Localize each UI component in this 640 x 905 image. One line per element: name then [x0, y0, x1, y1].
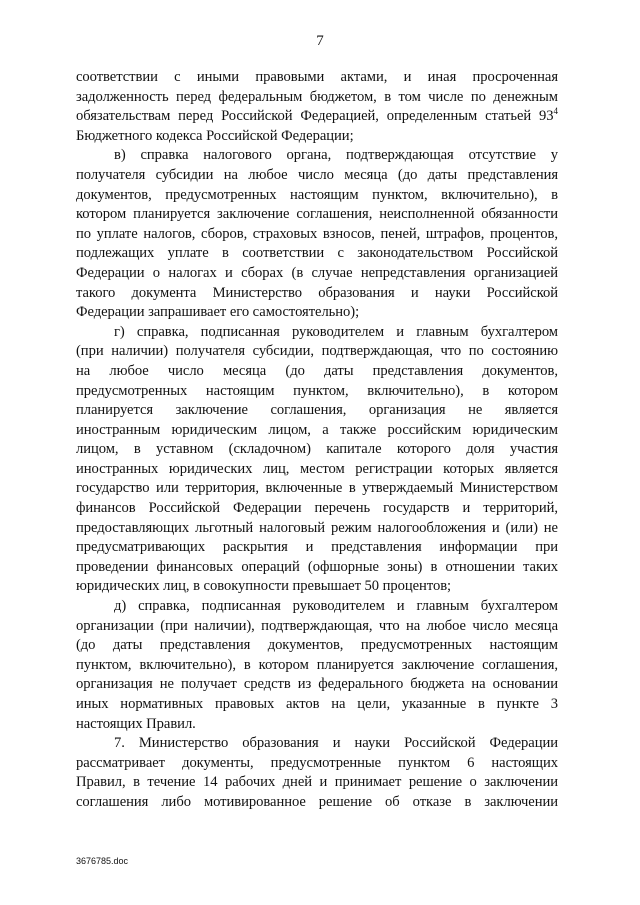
- text-line: котором планируется заключение соглашения, неисполненной обязанности: [76, 206, 558, 223]
- text-line: организации (при наличии), подтверждающая, что на любое число месяца: [76, 617, 558, 634]
- text-line: предоставляющих льготный налоговый режим налогообложения и (или) не: [76, 519, 558, 536]
- text-line: Федерации запрашивает его самостоятельно);: [76, 304, 360, 321]
- document-body: [76, 68, 558, 813]
- paragraph-item-7: [76, 734, 558, 812]
- text-line: финансов Российской Федерации перечень государств и территорий,: [76, 500, 558, 517]
- text-line: подлежащих уплате в соответствии с законодательством Российской: [76, 245, 558, 262]
- text-line: предусмотренных настоящим пунктом, включительно), в котором: [76, 382, 558, 399]
- text-line: лицом, в уставном (складочном) капитале которого доля участия: [76, 441, 558, 458]
- text-line: обязательствам перед Российской Федерацией, определенным статьей $93^4$: [76, 106, 558, 125]
- paragraph-continuation: [76, 68, 558, 146]
- text-line: иностранных юридических лиц, местом регистрации которых является: [76, 460, 558, 477]
- text-line: документов, предусмотренных настоящим пунктом, включительно), в: [76, 186, 558, 203]
- text-line: д) справка, подписанная руководителем и главным бухгалтером: [114, 598, 558, 615]
- text-line: организация не получает средств из федерального бюджета на основании: [76, 676, 558, 693]
- text-line: (до даты представления документов, предусмотренных настоящим: [76, 637, 558, 654]
- paragraph-item-g: [76, 323, 558, 597]
- text-line: такого документа Министерство образования и науки Российской: [76, 284, 558, 301]
- text-line: настоящих Правил.: [76, 715, 196, 732]
- text-line: задолженность перед федеральным бюджетом, в том числе по денежным: [76, 88, 558, 105]
- page-number: 7: [316, 33, 324, 49]
- text-line: государство или территория, включенные в утверждаемый Министерством: [76, 480, 558, 497]
- text-line: рассматривает документы, предусмотренные пунктом 6 настоящих: [76, 754, 558, 771]
- text-line: Бюджетного кодекса Российской Федерации;: [76, 127, 354, 144]
- text-line: Правил, в течение 14 рабочих дней и принимает решение о заключении: [76, 774, 558, 791]
- paragraph-item-d: [76, 597, 558, 734]
- text-line: соглашения либо мотивированное решение об отказе в заключении: [76, 793, 558, 810]
- text-line: проведении финансовых операций (офшорные зоны) в отношении таких: [76, 558, 558, 575]
- text-line: предусматривающих раскрытия и представления информации при: [76, 539, 558, 556]
- text-line: получателя субсидии на любое число месяца (до даты представления: [76, 166, 558, 183]
- text-line: Федерации о налогах и сборах (в случае непредставления организацией: [76, 264, 558, 281]
- text-line: соответствии с иными правовыми актами, и иная просроченная: [76, 69, 558, 85]
- text-line: юридических лиц, в совокупности превышает 50 процентов;: [76, 578, 452, 595]
- paragraph-item-v: [76, 146, 558, 322]
- footnote-superscript: 4: [553, 106, 558, 117]
- text-line: иных нормативных правовых актов на цели, указанные в пункте 3: [76, 696, 558, 712]
- text-line: планируется заключение соглашения, организация не является: [76, 402, 558, 419]
- text-line: пунктом, включительно), в котором планируется заключение соглашения,: [76, 656, 558, 673]
- text-line: иностранным юридическим лицом, а также российским юридическим: [76, 421, 558, 438]
- text-line: по уплате налогов, сборов, страховых взносов, пеней, штрафов, процентов,: [76, 225, 558, 242]
- footer-filename: 3676785.doc: [76, 856, 129, 866]
- text-line: 7. Министерство образования и науки Российской Федерации: [114, 735, 558, 752]
- text-line: (при наличии) получателя субсидии, подтверждающая, что по состоянию: [76, 343, 558, 360]
- text-line: на любое число месяца (до даты представления документов,: [76, 362, 558, 379]
- text-line: в) справка налогового органа, подтверждающая отсутствие у: [114, 147, 558, 164]
- text-line: г) справка, подписанная руководителем и главным бухгалтером: [114, 323, 558, 340]
